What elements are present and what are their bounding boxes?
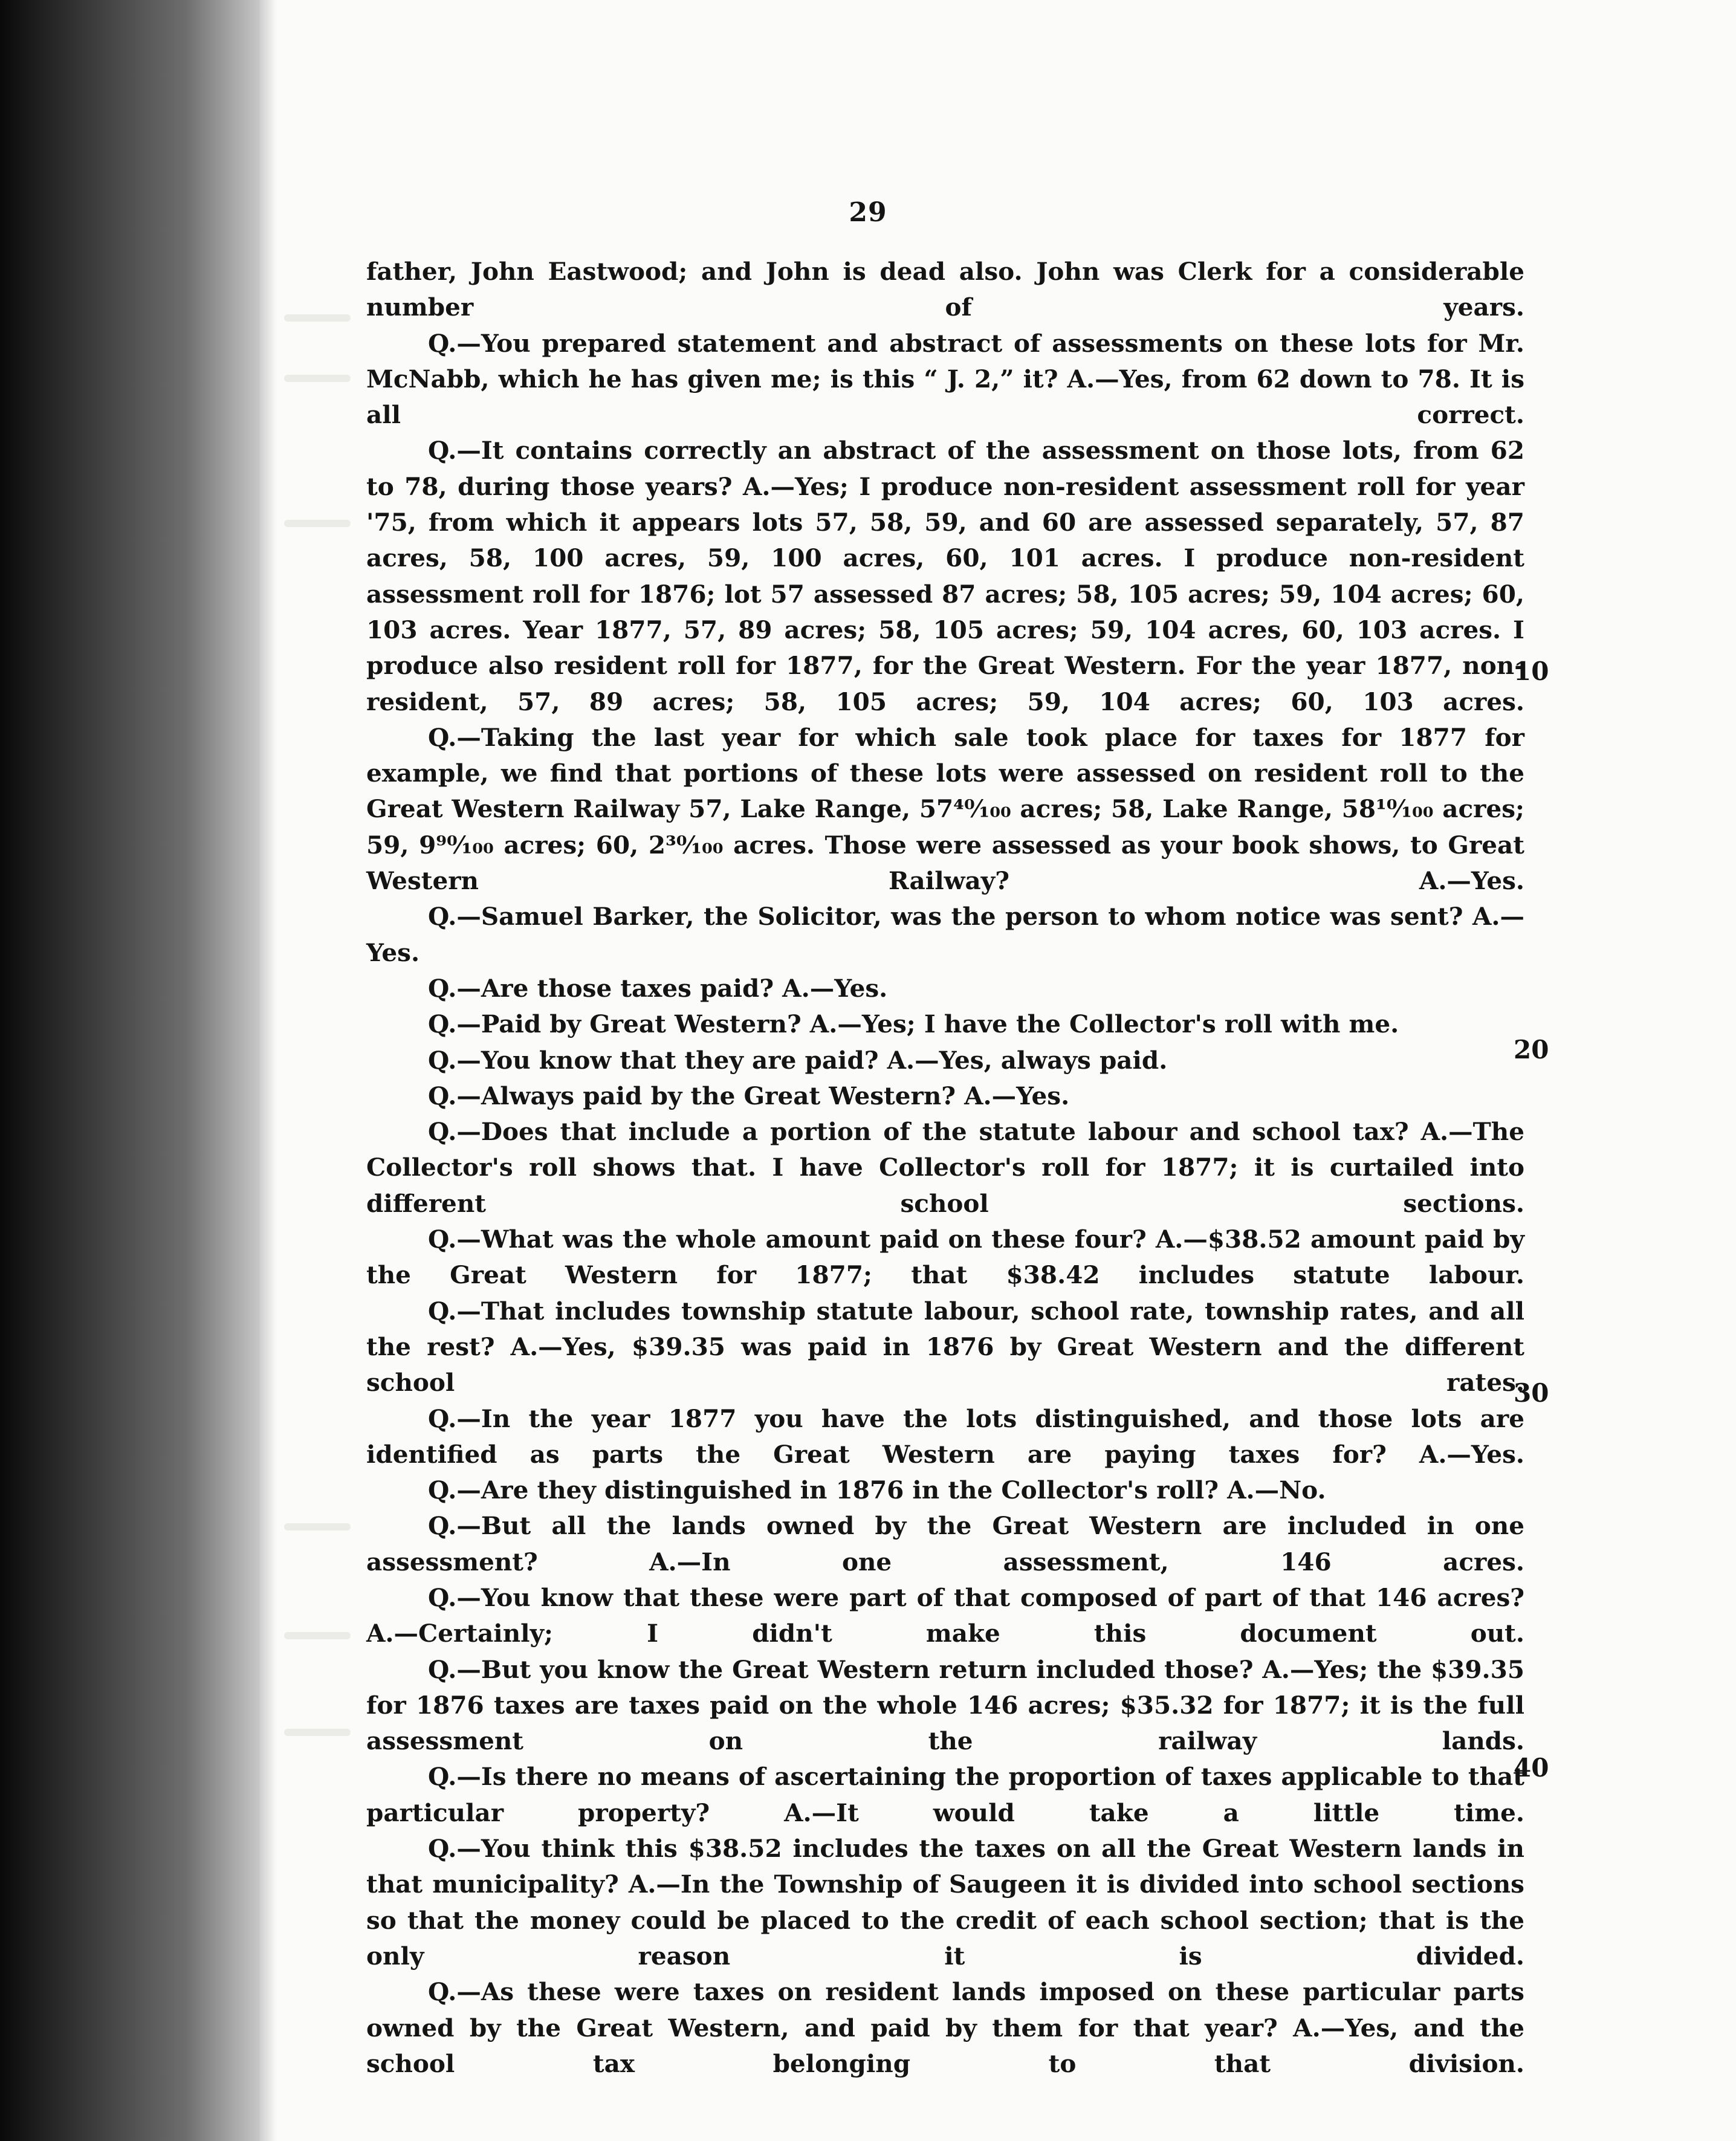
paragraph: Q.—But all the lands owned by the Great Western are included in one assessment? A.—In one assessment, 146 acres. [366, 1511, 1524, 1576]
line-number-20: 20 [1514, 1035, 1549, 1064]
bleed-through-mark [284, 1729, 351, 1736]
paragraph: Q.—You think this $38.52 includes the taxes on all the Great Western lands in that municipality? A.—In the Township of Saugeen it is divided into school sections so that the money could be placed to the credit of each school section; that is the only reason it is divided. [366, 1834, 1524, 1971]
page-number: 29 [849, 197, 887, 228]
paragraph: Q.—But you know the Great Western return included those? A.—Yes; the $39.35 for 1876 taxes are taxes paid on the whole 146 acres; $35.32 for 1877; it is the full assessment on the railway lands. [366, 1654, 1524, 1756]
paragraph: Q.—In the year 1877 you have the lots distinguished, and those lots are identified as parts the Great Western are paying taxes for? A.—Yes. [366, 1404, 1524, 1469]
binding-edge [260, 0, 277, 2141]
paragraph: Q.—That includes township statute labour, school rate, township rates, and all the rest? A.—Yes, $39.35 was paid in 1876 by Great Western and the different school rates. [366, 1296, 1524, 1398]
paragraph: father, John Eastwood; and John is dead also. John was Clerk for a considerable number of years. [366, 257, 1524, 322]
paragraph: Q.—Are they distinguished in 1876 in the Collector's roll? A.—No. [428, 1475, 1326, 1505]
paragraph: Q.—What was the whole amount paid on these four? A.—$38.52 amount paid by the Great Western for 1877; that $38.42 includes statute labour. [366, 1225, 1524, 1290]
paragraph: Q.—Are those taxes paid? A.—Yes. [428, 973, 888, 1003]
paragraph: Q.—You prepared statement and abstract of assessments on these lots for Mr. McNabb, which he has given me; is this “ J. 2,” it? A.—Yes, from 62 down to 78. It is all correct. [366, 328, 1524, 430]
paragraph: Q.—As these were taxes on resident lands imposed on these particular parts owned by the Great Western, and paid by them for that year? A.—Yes, and the school tax belonging to that division. [366, 1977, 1524, 2078]
book-binding-shadow [0, 0, 266, 2141]
bleed-through-mark [284, 1523, 351, 1530]
paragraph: Q.—You know that these were part of that composed of part of that 146 acres? A.—Certainly; I didn't make this document out. [366, 1582, 1524, 1648]
paragraph: Q.—Always paid by the Great Western? A.—Yes. [428, 1081, 1070, 1110]
paragraph: Q.—Samuel Barker, the Solicitor, was the person to whom notice was sent? A.—Yes. [366, 902, 1524, 967]
paragraph: Q.—You know that they are paid? A.—Yes, always paid. [428, 1045, 1168, 1075]
bleed-through-mark [284, 314, 351, 322]
page-body [366, 254, 1524, 2082]
bleed-through-mark [284, 375, 351, 382]
bleed-through-mark [284, 1632, 351, 1639]
paragraph: Q.—It contains correctly an abstract of the assessment on those lots, from 62 to 78, during those years? A.—Yes; I produce non-resident assessment roll for year '75, from which it appears lots 57, 58, 59, and 60 are assessed separately, 57, 87 acres, 58, 100 acres, 59, 100 acres, 60, 101 acres. I produce non-resident assessment roll for 1876; lot 57 assessed 87 acres; 58, 105 acres; 59, 104 acres; 60, 103 acres. Year 1877, 57, 89 acres; 58, 105 acres; 59, 104 acres, 60, 103 acres. I produce also resident roll for 1877, for the Great Western. For the year 1877, non-resident, 57, 89 acres; 58, 105 acres; 59, 104 acres; 60, 103 acres. [366, 436, 1524, 716]
line-number-30: 30 [1514, 1378, 1549, 1408]
line-number-40: 40 [1514, 1753, 1549, 1783]
paragraph: Q.—Does that include a portion of the statute labour and school tax? A.—The Collector's roll shows that. I have Collector's roll for 1877; it is curtailed into different school sections. [366, 1117, 1524, 1218]
bleed-through-mark [284, 520, 351, 527]
line-number-10: 10 [1514, 656, 1549, 686]
paragraph: Q.—Taking the last year for which sale took place for taxes for 1877 for example, we find that portions of these lots were assessed on resident roll to the Great Western Railway 57, Lake Range, 57⁴⁰⁄₁₀₀ acres; 58, Lake Range, 58¹⁰⁄₁₀₀ acres; 59, 9⁹⁰⁄₁₀₀ acres; 60, 2³⁰⁄₁₀₀ acres. Those were assessed as your book shows, to Great Western Railway? A.—Yes. [366, 722, 1524, 896]
paragraph: Q.—Paid by Great Western? A.—Yes; I have the Collector's roll with me. [428, 1009, 1399, 1039]
paragraph: Q.—Is there no means of ascertaining the proportion of taxes applicable to that particular property? A.—It would take a little time. [366, 1762, 1524, 1827]
